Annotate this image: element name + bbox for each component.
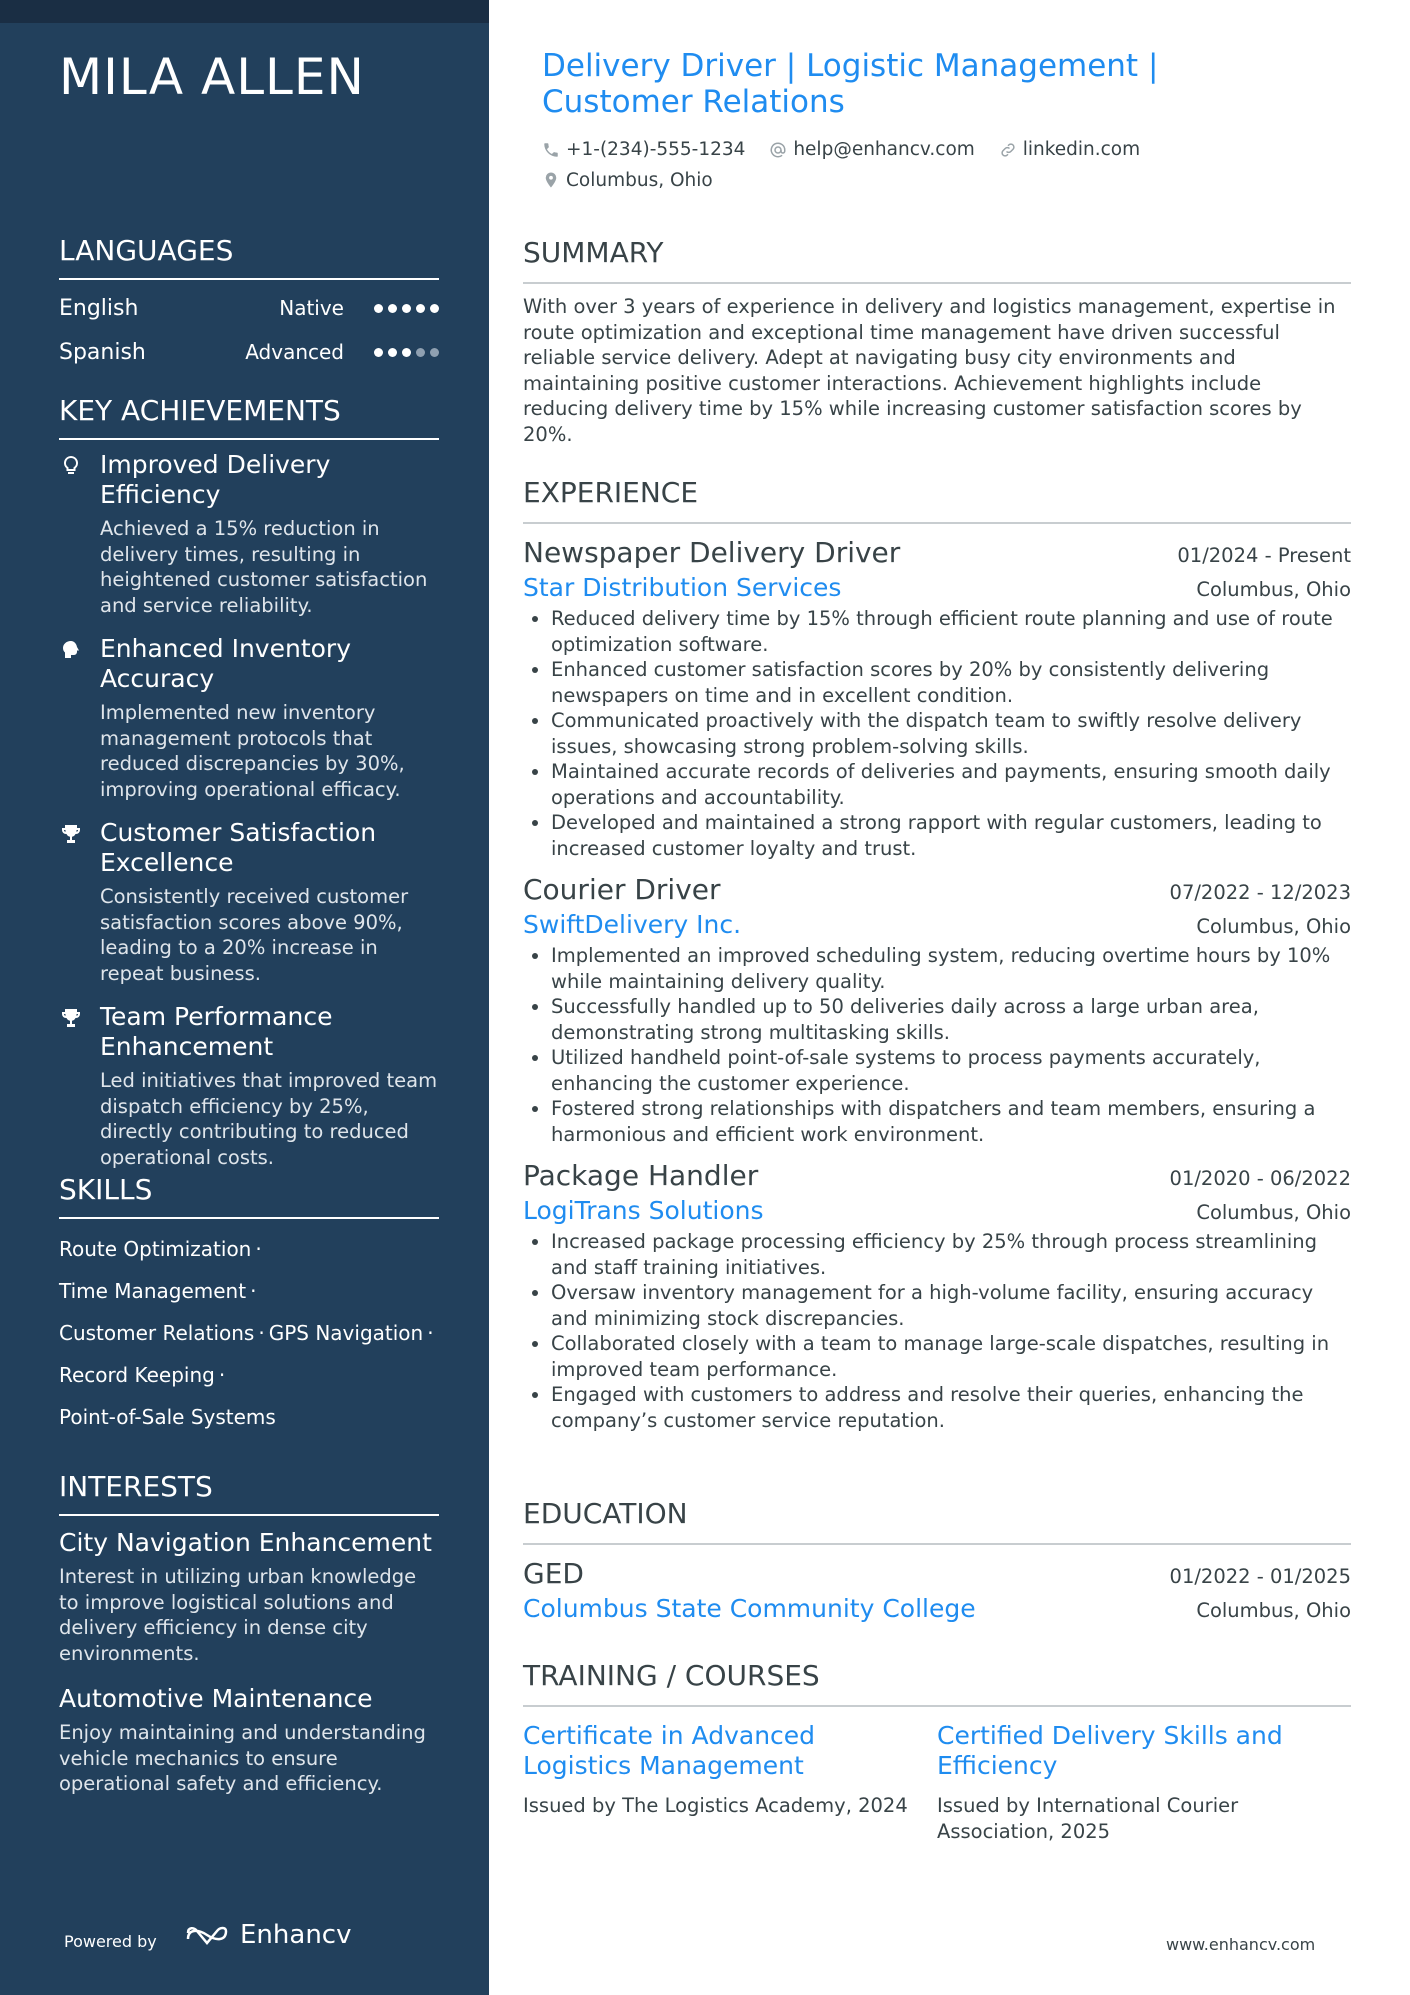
achievement-item: [59, 1002, 439, 1170]
summary-text: With over 3 years of experience in delivery and logistics management, expertise in route optimization and exceptional time management have driven successful reliable service delivery. Adept at navigating busy city environments and maintaining positive customer interactions. Achievement highlights include reducing delivery time by 15% while increasing customer satisfaction scores by 20%.: [523, 295, 1336, 446]
job-dates: 01/2024 - Present: [1177, 544, 1351, 567]
education-location: Columbus, Ohio: [1196, 1599, 1351, 1622]
job-entry: [523, 871, 1351, 1147]
job-bullet: • Collaborated closely with a team to manage large-scale dispatches, resulting in improved team performance.: [551, 1331, 1351, 1382]
trophy-icon: [59, 1006, 83, 1030]
degree: GED: [523, 1557, 584, 1590]
job-bullet: • Increased package processing efficiency by 25% through process streamlining and staff training initiatives.: [551, 1229, 1351, 1280]
languages-heading: LANGUAGES: [59, 234, 439, 280]
course-item: [523, 1721, 937, 1844]
job-location: Columbus, Ohio: [1196, 578, 1351, 601]
language-name: English: [59, 295, 139, 321]
location-pin-icon: [542, 171, 560, 189]
achievement-title: Enhanced Inventory Accuracy: [100, 634, 352, 693]
languages-section: [59, 234, 439, 374]
training-heading: TRAINING / COURSES: [523, 1659, 1351, 1707]
skills-row: [59, 1405, 439, 1429]
rating-dot-filled: [388, 304, 397, 313]
skills-row: Customer Relations · GPS Navigation ·: [59, 1321, 434, 1345]
sidebar: [0, 0, 489, 1995]
achievement-desc: Achieved a 15% reduction in delivery times, resulting in heightened customer satisfaction and service reliability.: [100, 517, 428, 617]
achievement-title: Improved Delivery Efficiency: [100, 450, 331, 509]
achievements-section: [59, 394, 439, 1170]
contact-info: [542, 136, 1302, 197]
course-item: [937, 1721, 1351, 1844]
language-rating: [374, 304, 439, 313]
job-bullet: • Reduced delivery time by 15% through efficient route planning and use of route optimization software.: [551, 606, 1351, 657]
location-text: Columbus, Ohio: [566, 169, 713, 191]
email-contact[interactable]: [769, 136, 974, 163]
achievement-item: [59, 450, 439, 618]
language-row: [59, 330, 439, 374]
skill-item: Route Optimization: [59, 1237, 252, 1261]
enhancv-logo-icon: [184, 1923, 230, 1947]
course-desc: Issued by International Courier Association, 2025: [937, 1794, 1239, 1843]
link-icon: [999, 141, 1017, 159]
job-bullet: • Implemented an improved scheduling system, reducing overtime hours by 10% while maintaining delivery quality.: [551, 943, 1351, 994]
skills-section: [59, 1173, 439, 1429]
rating-dot-filled: [402, 304, 411, 313]
phone-contact[interactable]: [542, 136, 745, 163]
brand-logo[interactable]: [184, 1920, 351, 1950]
job-dates: 01/2020 - 06/2022: [1169, 1167, 1351, 1190]
interest-title: Automotive Maintenance: [59, 1684, 373, 1713]
language-rating: [374, 348, 439, 357]
course-title: Certificate in Advanced Logistics Management: [523, 1721, 816, 1780]
brand-name: Enhancv: [240, 1920, 352, 1950]
interest-desc: Enjoy maintaining and understanding vehicle mechanics to ensure operational safety and efficiency.: [59, 1721, 426, 1795]
achievements-heading: KEY ACHIEVEMENTS: [59, 394, 439, 440]
job-location: Columbus, Ohio: [1196, 1201, 1351, 1224]
education-heading: EDUCATION: [523, 1497, 1351, 1545]
job-bullet: • Engaged with customers to address and resolve their queries, enhancing the company’s customer service reputation.: [551, 1382, 1351, 1433]
achievement-item: [59, 818, 439, 986]
interest-desc: Interest in utilizing urban knowledge to improve logistical solutions and delivery efficiency in dense city environments.: [59, 1565, 417, 1665]
company-name: LogiTrans Solutions: [523, 1196, 764, 1225]
lightbulb-icon: [59, 454, 83, 478]
sidebar-top-strip: [0, 0, 489, 23]
job-location: Columbus, Ohio: [1196, 915, 1351, 938]
footer-url[interactable]: www.enhancv.com: [1166, 1935, 1316, 1954]
training-section: [523, 1659, 1351, 1844]
skill-item: Record Keeping: [59, 1363, 215, 1387]
job-bullet: • Maintained accurate records of deliveries and payments, ensuring smooth daily operations and accountability.: [551, 759, 1351, 810]
language-level: Native: [279, 296, 344, 320]
skill-item: Time Management: [59, 1279, 247, 1303]
rating-dot-filled: [430, 304, 439, 313]
at-icon: [769, 141, 787, 159]
achievement-title: Team Performance Enhancement: [100, 1002, 333, 1061]
achievement-desc: Consistently received customer satisfaction scores above 90%, leading to a 20% increase in repeat business.: [100, 885, 409, 985]
school-name: Columbus State Community College: [523, 1594, 976, 1623]
job-bullet: • Enhanced customer satisfaction scores by 20% by consistently delivering newspapers on time and in excellent condition.: [551, 657, 1351, 708]
linkedin-text: linkedin.com: [1022, 139, 1141, 160]
interests-section: [59, 1470, 439, 1797]
language-name: Spanish: [59, 339, 146, 365]
education-dates: 01/2022 - 01/2025: [1169, 1565, 1351, 1588]
job-title: Package Handler: [523, 1159, 759, 1192]
email-text: help@enhancv.com: [793, 139, 975, 160]
company-name: Star Distribution Services: [523, 573, 842, 602]
job-bullet: • Developed and maintained a strong rapport with regular customers, leading to increased customer loyalty and trust.: [551, 810, 1351, 861]
skills-row: Route Optimization ·: [59, 1237, 262, 1261]
phone-icon: [542, 141, 560, 159]
skills-row: Record Keeping ·: [59, 1363, 226, 1387]
job-bullet: • Oversaw inventory management for a high-volume facility, ensuring accuracy and minimizing stock discrepancies.: [551, 1280, 1351, 1331]
job-bullets: [523, 943, 1351, 1147]
experience-heading: EXPERIENCE: [523, 476, 1351, 524]
language-level: Advanced: [245, 340, 344, 364]
job-bullet: • Communicated proactively with the dispatch team to swiftly resolve delivery issues, showcasing strong problem-solving skills.: [551, 708, 1351, 759]
location-contact: [542, 167, 713, 194]
job-title: Courier Driver: [523, 873, 721, 906]
experience-section: [523, 476, 1351, 1433]
company-name: SwiftDelivery Inc.: [523, 910, 742, 939]
powered-by-label: Powered by: [64, 1932, 157, 1951]
course-desc: Issued by The Logistics Academy, 2024: [523, 1794, 908, 1817]
rating-dot-filled: [374, 348, 383, 357]
rating-dot-filled: [416, 304, 425, 313]
job-bullets: [523, 1229, 1351, 1433]
job-entry: [523, 1157, 1351, 1433]
education-entry: [523, 1555, 1351, 1625]
skills-row: Time Management ·: [59, 1279, 257, 1303]
brain-icon: [59, 638, 83, 662]
rating-dot-filled: [374, 304, 383, 313]
skill-item: Point-of-Sale Systems: [59, 1405, 276, 1429]
job-dates: 07/2022 - 12/2023: [1169, 881, 1351, 904]
language-row: [59, 286, 439, 330]
course-title: Certified Delivery Skills and Efficiency: [937, 1721, 1283, 1780]
achievement-item: [59, 634, 439, 802]
headline: Delivery Driver | Logistic Management | Customer Relations: [542, 48, 1159, 120]
rating-dot-filled: [402, 348, 411, 357]
achievement-title: Customer Satisfaction Excellence: [100, 818, 377, 877]
job-bullets: [523, 606, 1351, 861]
summary-heading: SUMMARY: [523, 236, 1351, 284]
skill-item: Customer Relations: [59, 1321, 255, 1345]
rating-dot-empty: [430, 348, 439, 357]
interests-heading: INTERESTS: [59, 1470, 439, 1516]
achievement-desc: Led initiatives that improved team dispatch efficiency by 25%, directly contributing to reduced operational costs.: [100, 1069, 438, 1169]
trophy-icon: [59, 822, 83, 846]
job-bullet: • Fostered strong relationships with dispatchers and team members, ensuring a harmonious and efficient work environment.: [551, 1096, 1351, 1147]
rating-dot-empty: [416, 348, 425, 357]
linkedin-contact[interactable]: [999, 136, 1140, 163]
achievement-desc: Implemented new inventory management protocols that reduced discrepancies by 30%, improving operational efficacy.: [100, 701, 405, 801]
skill-item: GPS Navigation: [268, 1321, 424, 1345]
phone-text: +1-(234)-555-1234: [566, 139, 746, 160]
job-bullet: • Successfully handled up to 50 deliveries daily across a large urban area, demonstrating strong multitasking skills.: [551, 994, 1351, 1045]
skills-heading: SKILLS: [59, 1173, 439, 1219]
rating-dot-filled: [388, 348, 397, 357]
summary-section: [523, 236, 1351, 447]
job-bullet: • Utilized handheld point-of-sale systems to process payments accurately, enhancing the customer experience.: [551, 1045, 1351, 1096]
job-title: Newspaper Delivery Driver: [523, 536, 901, 569]
job-entry: [523, 534, 1351, 861]
candidate-name: MILA ALLEN: [59, 48, 365, 106]
education-section: [523, 1497, 1351, 1625]
interest-title: City Navigation Enhancement: [59, 1528, 432, 1557]
